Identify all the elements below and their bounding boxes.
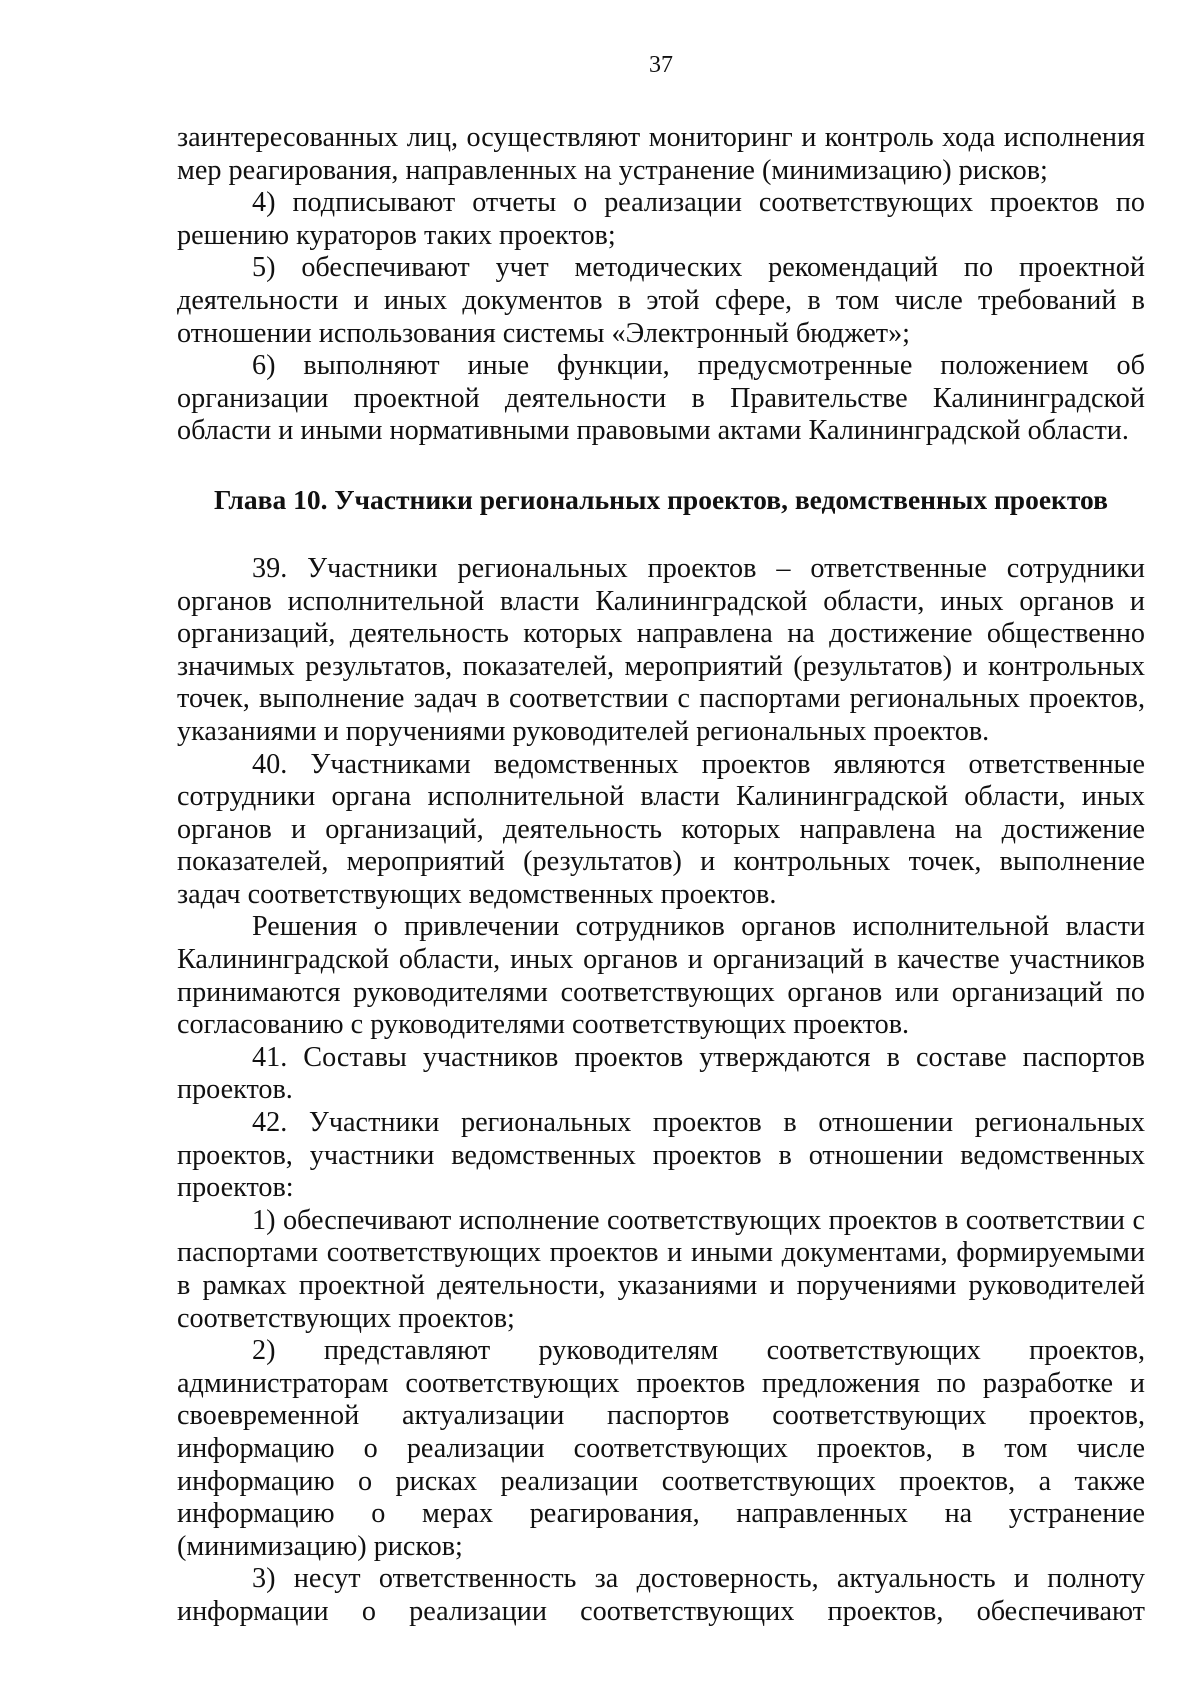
list-item-4: 4) подписывают отчеты о реализации соответствующих проектов по решению кураторов таких проектов; [177, 187, 1145, 251]
clause-41: 41. Составы участников проектов утверждаются в составе паспортов проектов. [177, 1041, 1145, 1106]
clause-42-item-3: 3) несут ответственность за достоверность, актуальность и полноту информации о реализации соответствующих проектов, обеспечивают [177, 1563, 1145, 1627]
list-item-5: 5) обеспечивают учет методических рекомендаций по проектной деятельности и иных документов в этой сфере, в том числе требований в отношении использования системы «Электронный бюджет»; [177, 252, 1145, 349]
clause-42-item-2: 2) представляют руководителям соответствующих проектов, администраторам соответствующих проектов предложения по разработке и своевременной актуализации паспортов соответствующих проектов, информацию о реализации соответствующих проектов, в том числе информацию о рисках реализации соответствующих проектов, а также информацию о мерах реагирования, направленных на устранение (минимизацию) рисков; [177, 1335, 1145, 1562]
clause-42-item-1: 1) обеспечивают исполнение соответствующих проектов в соответствии с паспортами соответствующих проектов и иными документами, формируемыми в рамках проектной деятельности, указаниями и поручениями руководителей соответствующих проектов; [177, 1204, 1145, 1334]
clause-39: 39. Участники региональных проектов – ответственные сотрудники органов исполнительной власти Калининградской области, иных органов и организаций, деятельность которых направлена на достижение общественно значимых результатов, показателей, мероприятий (результатов) и контрольных точек, выполнение задач в соответствии с паспортами региональных проектов, указаниями и поручениями руководителей региональных проектов. [177, 552, 1145, 747]
page-number: 37 [649, 52, 673, 78]
list-item-6: 6) выполняют иные функции, предусмотренные положением об организации проектной деятельности в Правительстве Калининградской области и иными нормативными правовыми актами Калининградской области. [177, 350, 1145, 447]
chapter-heading: Глава 10. Участники региональных проектов, ведомственных проектов [214, 483, 1108, 515]
clause-40: 40. Участниками ведомственных проектов являются ответственные сотрудники органа исполнительной власти Калининградской области, иных органов и организаций, деятельность которых направлена на достижение показателей, мероприятий (результатов) и контрольных точек, выполнение задач соответствующих ведомственных проектов. [177, 748, 1145, 910]
document-page [177, 50, 1145, 1629]
clause-42: 42. Участники региональных проектов в отношении региональных проектов, участники ведомственных проектов в отношении ведомственных проектов: [177, 1107, 1145, 1204]
clause-40-decision-paragraph: Решения о привлечении сотрудников органов исполнительной власти Калининградской области, иных органов и организаций в качестве участников принимаются руководителями соответствующих органов или организаций по согласованию с руководителями соответствующих проектов. [177, 911, 1145, 1041]
paragraph-continuation: заинтересованных лиц, осуществляют мониторинг и контроль хода исполнения мер реагирования, направленных на устранение (минимизацию) рисков; [177, 122, 1145, 186]
